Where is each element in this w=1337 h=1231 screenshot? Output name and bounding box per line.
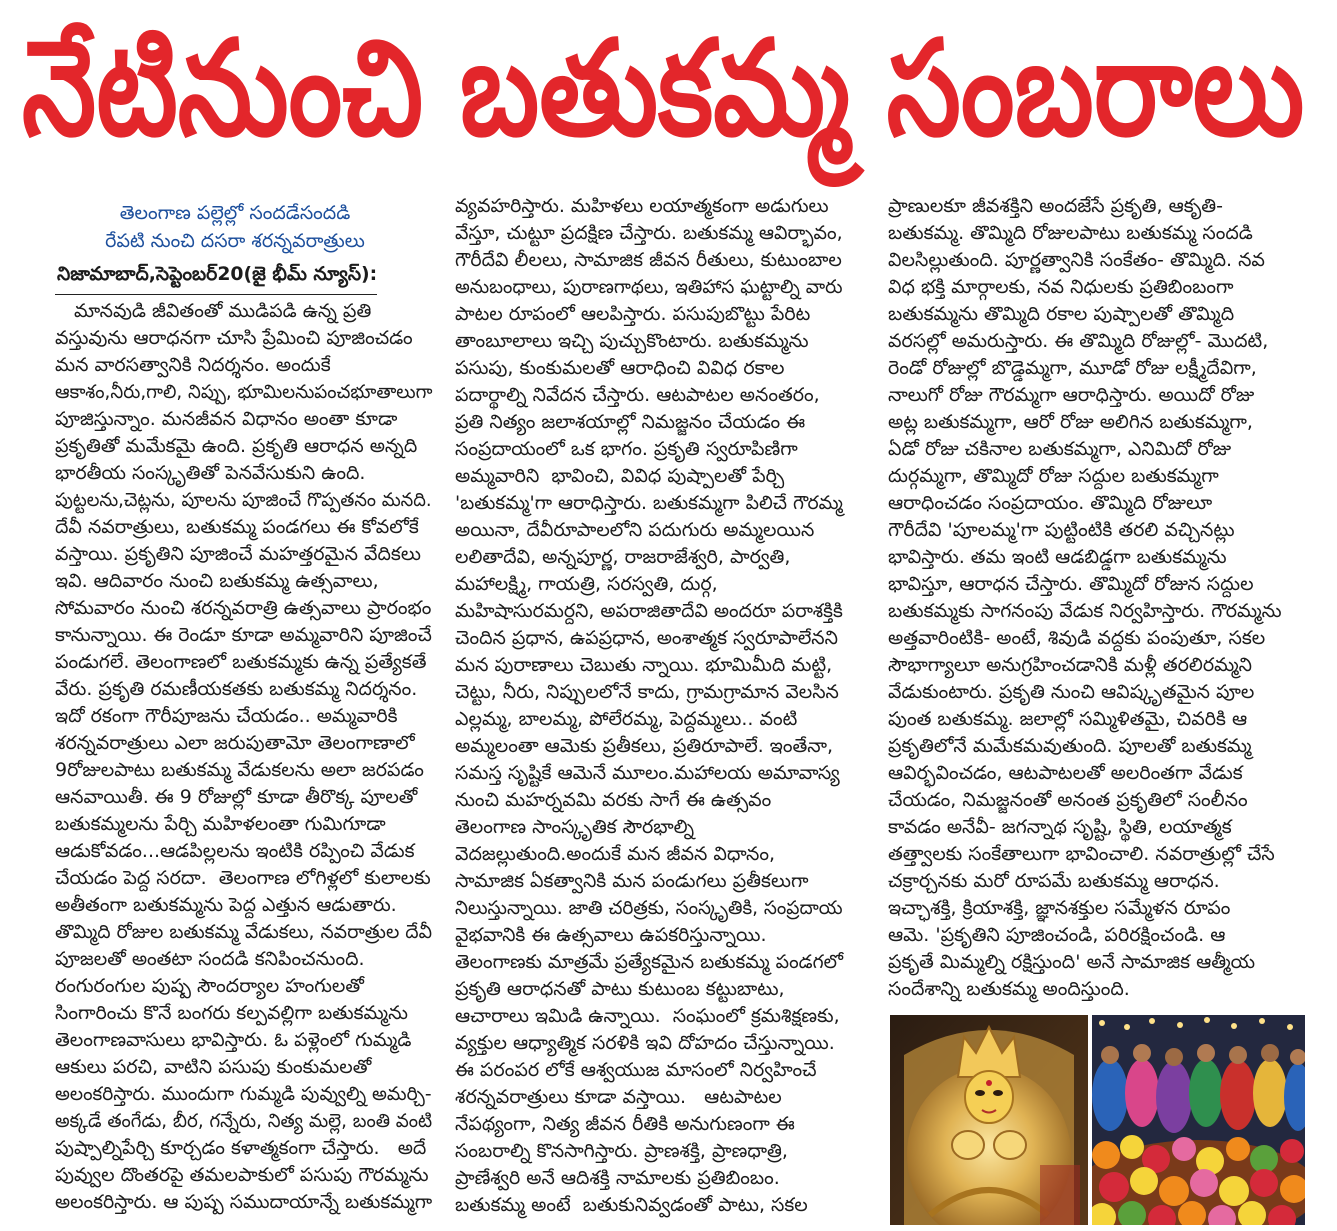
body-text-line: పువ్వుల దొంతరపై తమలపాకులో పసుపు గౌరమ్మను: [55, 1164, 429, 1186]
body-text-line: భారతీయ సంస్కృతితో పెనవేసుకుని ఉంది.: [55, 462, 366, 484]
text-line-box: [55, 811, 432, 838]
text-line-box: [55, 1189, 432, 1216]
text-line-box: [55, 676, 432, 703]
body-text-line: అమ్మలంతా ఆమెకు ప్రతీకలు, ప్రతిరూపాలే. ఇంతేనా,: [455, 735, 834, 757]
text-line-box: [55, 298, 432, 325]
body-text-line: మానవుడి జీవితంతో ముడిపడి ఉన్న ప్రతి: [74, 300, 372, 322]
body-text-line: పుంత బతుకమ్మ. జలాల్లో సమ్మిళితమై, చివరికి ఆ: [888, 708, 1248, 730]
text-line-box: [455, 760, 843, 787]
body-text-line: తెలంగాణవాసులు భావిస్తారు. ఓ పళ్లెంలో గుమ్మడి: [55, 1029, 412, 1051]
text-line-box: [455, 868, 843, 895]
text-line-box: [455, 220, 843, 247]
body-text-line: ఆమె. 'ప్రకృతిని పూజించండి, పరిరక్షించండి. ఆ: [888, 924, 1226, 946]
text-line-box: [55, 352, 432, 379]
body-text-line: భావిస్తూ, ఆరాధన చేస్తారు. తొమ్మిదో రోజున సద్దుల: [888, 573, 1254, 595]
body-text-line: ఆరాధించడం సంప్రదాయం. తొమ్మిది రోజులూ: [888, 492, 1213, 514]
body-text-line: తొమ్మిది రోజుల బతుకమ్మ వేడుకలు, నవరాత్రుల దేవీ: [55, 921, 433, 943]
text-line-box: [55, 946, 432, 973]
body-text-line: సంబరాల్ని కొనసాగిస్తారు. ప్రాణశక్తి, ప్రాణధాత్రి,: [455, 1140, 788, 1162]
body-text-line: తెలంగాణ సాంస్కృతిక సౌరభాల్ని: [455, 816, 695, 838]
body-text-line: బతుకమ్మను తొమ్మిది రకాల పుష్పాలతో తొమ్మిది: [888, 303, 1235, 325]
text-line-box: [55, 1000, 432, 1027]
article-column-2: [455, 193, 843, 1219]
body-text-line: గౌరీదేవి లీలలు, సామాజిక జీవన రీతులు, కుటుంబాల: [455, 249, 842, 271]
text-line-box: [55, 784, 432, 811]
body-text-line: అక్కడే తంగేడు, బీర, గన్నేరు, నిత్య మల్లె, బంతి వంటి: [55, 1110, 433, 1132]
text-line-box: [888, 625, 1293, 652]
text-line-box: [888, 679, 1293, 706]
body-text-line: సామాజిక ఏకత్వానికి మన పండుగలు ప్రతీకలుగా: [455, 870, 809, 892]
text-line-box: [455, 976, 843, 1003]
body-text-line: వెదజల్లుతుంది.అందుకే మన జీవన విధానం,: [455, 843, 776, 865]
body-text-line: విధ భక్తి మార్గాలకు, నవ నిధులకు ప్రతిబింబంగా: [888, 276, 1234, 298]
body-text-line: వ్యక్తుల ఆధ్యాత్మిక సరళికి ఇవి దోహదం చేస్తున్నాయి.: [455, 1032, 835, 1054]
body-text-line: మహిషాసురమర్దని, అపరాజితాదేవి అందరూ పరాశక్తికి: [455, 600, 843, 622]
text-line-box: [888, 733, 1293, 760]
text-line-box: [455, 274, 843, 301]
text-line-box: [888, 490, 1293, 517]
body-text-line: చేయడం పెద్ద సరదా. తెలంగాణ లోగిళ్లలో కులాలకు: [55, 867, 431, 889]
body-text-line: విలసిల్లుతుంది. పూర్ణత్వానికి సంకేతం- తొమ్మిది. నవ: [888, 249, 1265, 271]
body-text-line: పాటల రూపంలో ఆలపిస్తారు. పసుపుబొట్టు పేరిట: [455, 303, 811, 325]
body-text-line: చెందిన ప్రధాన, ఉపప్రధాన, అంశాత్మక స్వరూపాలేనని: [455, 627, 838, 649]
text-line-box: [455, 517, 843, 544]
body-text-line: వైభవానికి ఈ ఉత్సవాలు ఉపకరిస్తున్నాయి.: [455, 924, 767, 946]
text-line-box: [455, 409, 843, 436]
text-line-box: [888, 976, 1293, 1003]
text-line-box: [55, 865, 432, 892]
body-text-line: ప్రకృతి ఆరాధనతో పాటు కుటుంబ కట్టుబాటు,: [455, 978, 785, 1000]
text-line-box: [455, 1057, 843, 1084]
body-text-line: అట్ల బతుకమ్మగా, ఆరో రోజు అలిగిన బతుకమ్మగా,: [888, 411, 1253, 433]
text-line-box: [55, 757, 432, 784]
body-text-line: వరసల్లో అమరుస్తారు. ఈ తొమ్మిది రోజుల్లో- మొదటి,: [888, 330, 1269, 352]
text-line-box: [888, 301, 1293, 328]
subheading-box: [55, 199, 415, 227]
body-text-line: అమ్మవారిని భావించి, వివిధ పుష్పాలతో పేర్చి: [455, 465, 785, 487]
body-text-line: వస్తాయి. ప్రకృతిని పూజించే మహత్తరమైన వేదికలు: [55, 543, 421, 565]
body-text-line: ఎల్లమ్మ, బాలమ్మ, పోలేరమ్మ, పెద్దమ్మలు.. వంటి: [455, 708, 798, 730]
text-line-box: [55, 487, 432, 514]
text-line-box: [55, 838, 432, 865]
text-line-box: [455, 625, 843, 652]
body-text-line: వేడుకుంటారు. ప్రకృతి నుంచి ఆవిష్కృతమైన పూల: [888, 681, 1255, 703]
body-text-line: చెట్టు, నీరు, నిప్పులలోనే కాదు, గ్రామగ్రామాన వెలసిన: [455, 681, 839, 703]
body-text-line: కానున్నాయి. ఈ రెండూ కూడా అమ్మవారిని పూజించే: [55, 624, 432, 646]
text-line-box: [55, 730, 432, 757]
body-text-line: ప్రకృతే మిమ్మల్ని రక్షిస్తుంది' అనే సామాజిక ఆత్మీయ: [888, 951, 1256, 973]
idol-face: [965, 1071, 1013, 1123]
body-text-line: అతీతంగా బతుకమ్మను పెద్ద ఎత్తున ఆడుతారు.: [55, 894, 397, 916]
body-text-line: అనుబంధాలు, పురాణగాథలు, ఇతిహాస ఘట్టాల్ని వారు: [455, 276, 843, 298]
dateline-box: [57, 260, 377, 288]
body-text-line: ఆకులు పరచి, వాటిని పసుపు కుంకుమలతో: [55, 1056, 372, 1078]
text-line-box: [888, 274, 1293, 301]
body-text-line: శరన్నవరాత్రులు కూడా వస్తాయి. ఆటపాటల: [455, 1086, 782, 1108]
body-text-line: సౌభాగ్యాలూ అనుగ్రహించడానికి మళ్లీ తరలిరమ్మని: [888, 654, 1252, 676]
body-text-line: వ్యవహరిస్తారు. మహిళలు లయాత్మకంగా అడుగులు: [455, 195, 829, 217]
body-text-line: అలంకరిస్తారు. ముందుగా గుమ్మడి పువ్వుల్ని అమర్చి-: [55, 1083, 432, 1105]
body-text-line: సోమవారం నుంచి శరన్నవరాత్రి ఉత్సవాలు ప్రారంభం: [55, 597, 432, 619]
text-line-box: [55, 514, 432, 541]
text-line-box: [455, 679, 843, 706]
body-text-line: నేపథ్యంగా, నిత్య జీవన రీతికి అనుగుణంగా ఈ: [455, 1113, 795, 1135]
text-line-box: [55, 892, 432, 919]
body-text-line: అలంకరిస్తారు. ఆ పుష్ప సముదాయాన్నే బతుకమ్మగా: [55, 1191, 433, 1213]
text-line-box: [455, 355, 843, 382]
text-line-box: [55, 973, 432, 1000]
body-text-line: భావిస్తారు. తమ ఇంటి ఆడబిడ్డగా బతుకమ్మను: [888, 546, 1227, 568]
text-line-box: [888, 247, 1293, 274]
text-line-box: [888, 517, 1293, 544]
goddess-idol-image: [890, 1015, 1088, 1225]
article-column-3: [888, 193, 1293, 1003]
body-text-line: ప్రాణేశ్వరి అనే ఆదిశక్తి నామాలకు ప్రతిబింబం.: [455, 1167, 780, 1189]
text-line-box: [455, 463, 843, 490]
body-text-line: దేవీ నవరాత్రులు, బతుకమ్మ పండగలు ఈ కోవలోకే: [55, 516, 419, 538]
text-line-box: [888, 652, 1293, 679]
body-text-line: తత్త్వాలకు సంకేతాలుగా భావించాలి. నవరాత్రుల్లో చేసే: [888, 843, 1275, 865]
dateline: నిజామాబాద్,సెప్టెంబర్20(జై భీమ్ న్యూస్):: [57, 263, 378, 285]
text-line-box: [888, 544, 1293, 571]
text-line-box: [455, 598, 843, 625]
idol-left-eye: [975, 1090, 985, 1096]
text-line-box: [888, 382, 1293, 409]
idol-right-eye: [993, 1090, 1003, 1096]
text-line-box: [55, 1027, 432, 1054]
body-text-line: 'బతుకమ్మ'గా ఆరాధిస్తారు. బతుకమ్మగా పిలిచే గౌరమ్మ: [455, 492, 843, 514]
body-text-line: ప్రకృతితో మమేకమై ఉంది. ప్రకృతి ఆరాధన అన్నది: [55, 435, 418, 457]
text-line-box: [455, 787, 843, 814]
text-line-box: [455, 1030, 843, 1057]
body-text-line: తాంబూలాలు ఇచ్చి పుచ్చుకొంటారు. బతుకమ్మను: [455, 330, 809, 352]
body-text-line: మన వారసత్వానికి నిదర్శనం. అందుకే: [55, 354, 331, 376]
text-line-box: [55, 595, 432, 622]
text-line-box: [888, 571, 1293, 598]
text-line-box: [455, 922, 843, 949]
text-line-box: [55, 919, 432, 946]
body-text-line: పుష్పాల్నిపేర్చి కూర్చడం కళాత్మకంగా చేస్తారు. అదే: [55, 1137, 427, 1159]
body-text-line: ఇదో రకంగా గౌరీపూజను చేయడం.. అమ్మవారికి: [55, 705, 398, 727]
text-line-box: [888, 760, 1293, 787]
headline-box: [22, 2, 1304, 187]
article-column-1: [55, 298, 432, 1216]
body-text-line: ప్రతి నిత్యం జలాశయాల్లో నిమజ్జనం చేయడం ఈ: [455, 411, 806, 433]
text-line-box: [455, 841, 843, 868]
body-text-line: ఆచారాలు ఇమిడి ఉన్నాయి. సంఘంలో క్రమశిక్షణకు,: [455, 1005, 840, 1027]
text-line-box: [888, 922, 1293, 949]
text-line-box: [888, 355, 1293, 382]
body-text-line: పండుగలే. తెలంగాణలో బతుకమ్మకు ఉన్న ప్రత్యేకతే: [55, 651, 427, 673]
text-line-box: [455, 733, 843, 760]
body-text-line: అయినా, దేవీరూపాలలోని పదుగురు అమ్మలయిన: [455, 519, 815, 541]
body-text-line: పూజలతో అంతటా సందడి కనిపించనుంది.: [55, 948, 365, 970]
text-line-box: [888, 409, 1293, 436]
text-line-box: [55, 649, 432, 676]
dateline-underline: [55, 294, 377, 295]
body-text-line: పుట్టలను,చెట్లను, పూలను పూజించే గొప్పతనం మనది.: [55, 489, 432, 511]
body-text-line: దుర్గమ్మగా, తొమ్మిదో రోజు సద్దుల బతుకమ్మగా: [888, 465, 1219, 487]
body-text-line: నాలుగో రోజు గౌరమ్మగా ఆరాధిస్తారు. అయిదో రోజు: [888, 384, 1255, 406]
bathukamma-celebration-photo: [1092, 1015, 1305, 1225]
text-line-box: [888, 193, 1293, 220]
text-line-box: [888, 895, 1293, 922]
body-text-line: పూజిస్తున్నాం. మనజీవన విధానం అంతా కూడా: [55, 408, 398, 430]
body-text-line: సంప్రదాయంలో ఒక భాగం. ప్రకృతి స్వరూపిణిగా: [455, 438, 798, 460]
goddess-idol-photo: [890, 1015, 1088, 1225]
body-text-line: వేస్తూ, చుట్టూ ప్రదక్షిణ చేస్తారు. బతుకమ్మ ఆవిర్భావం,: [455, 222, 843, 244]
idol-ornament-left: [952, 1131, 984, 1159]
text-line-box: [455, 706, 843, 733]
text-line-box: [888, 436, 1293, 463]
text-line-box: [888, 868, 1293, 895]
body-text-line: గౌరీదేవి 'పూలమ్మ'గా పుట్టింటికి తరలి వచ్చినట్లు: [888, 519, 1235, 541]
text-line-box: [55, 379, 432, 406]
text-line-box: [455, 382, 843, 409]
idol-ornament-right: [994, 1131, 1026, 1159]
text-line-box: [888, 220, 1293, 247]
body-text-line: కావడం అనేవీ- జగన్నాథ సృష్టి, స్థితి, లయాత్మక: [888, 816, 1232, 838]
subheading-box: [55, 227, 415, 255]
text-line-box: [888, 949, 1293, 976]
body-text-line: చేయడం, నిమజ్జనంతో అనంత ప్రకృతిలో సంలీనం: [888, 789, 1248, 811]
idol-bindi: [986, 1080, 992, 1086]
text-line-box: [455, 814, 843, 841]
text-line-box: [55, 568, 432, 595]
text-line-box: [455, 1192, 843, 1219]
text-line-box: [455, 193, 843, 220]
body-text-line: ప్రకృతిలోనే మమేకమవుతుంది. పూలతో బతుకమ్మ: [888, 735, 1252, 757]
text-line-box: [55, 325, 432, 352]
subheading-2: రేపటి నుంచి దసరా శరన్నవరాత్రులు: [105, 230, 365, 252]
body-text-line: వేరు. ప్రకృతి రమణీయకతకు బతుకమ్మ నిదర్శనం.: [55, 678, 418, 700]
text-line-box: [455, 1003, 843, 1030]
body-text-line: ఇవి. ఆదివారం నుంచి బతుకమ్మ ఉత్సవాలు,: [55, 570, 379, 592]
body-text-line: బతుకమ్మకు సాగనంపు వేడుక నిర్వహిస్తారు. గౌరమ్మను: [888, 600, 1282, 622]
body-text-line: ఆకాశం,నీరు,గాలి, నిప్పు, భూమిలనుపంచభూతాలుగా: [55, 381, 433, 403]
body-text-line: పదార్థాల్ని నివేదన చేస్తారు. ఆటపాటల అనంతరం,: [455, 384, 820, 406]
text-line-box: [888, 706, 1293, 733]
text-line-box: [455, 1165, 843, 1192]
text-line-box: [55, 406, 432, 433]
text-line-box: [55, 541, 432, 568]
idol-red-cloth: [1040, 1165, 1080, 1225]
text-line-box: [455, 247, 843, 274]
body-text-line: సింగారించు కొనే బంగరు కల్పవల్లిగా బతుకమ్మను: [55, 1002, 409, 1024]
body-text-line: మన పురాణాలు చెబుతు న్నాయి. భూమిమీది మట్టి,: [455, 654, 833, 676]
text-line-box: [55, 460, 432, 487]
text-line-box: [455, 490, 843, 517]
body-text-line: చక్రార్చనకు మరో రూపమే బతుకమ్మ ఆరాధన.: [888, 870, 1220, 892]
body-text-line: ఈ పరంపర లోకే ఆశ్వయుజ మాసంలో నిర్వహించే: [455, 1059, 817, 1081]
text-line-box: [888, 463, 1293, 490]
text-line-box: [455, 328, 843, 355]
text-line-box: [888, 841, 1293, 868]
body-text-line: ఇచ్ఛాశక్తి, క్రియాశక్తి, జ్ఞానశక్తుల సమ్మేళన రూపం: [888, 897, 1231, 919]
body-text-line: ఆవిర్భవించడం, ఆటపాటలతో అలరింతగా వేడుక: [888, 762, 1243, 784]
body-text-line: సమస్త సృష్టికే ఆమెనే మూలం.మహాలయ అమావాస్య: [455, 762, 840, 784]
body-text-line: లలితాదేవి, అన్నపూర్ణ, రాజరాజేశ్వరి, పార్వతి,: [455, 546, 791, 568]
body-text-line: ప్రాణులకూ జీవశక్తిని అందజేసే ప్రకృతి, ఆకృతి-: [888, 195, 1223, 217]
text-line-box: [888, 814, 1293, 841]
text-line-box: [455, 436, 843, 463]
text-line-box: [455, 301, 843, 328]
body-text-line: పసుపు, కుంకుమలతో ఆరాధించి వివిధ రకాల: [455, 357, 785, 379]
body-text-line: సందేశాన్ని బతుకమ్మ అందిస్తుంది.: [888, 978, 1130, 1000]
text-line-box: [455, 1138, 843, 1165]
body-text-line: బతుకమ్మలను పేర్చి మహిళలంతా గుమిగూడా: [55, 813, 386, 835]
text-line-box: [55, 433, 432, 460]
body-text-line: ఏడో రోజు చకినాల బతుకమ్మగా, ఎనిమిదో రోజు: [888, 438, 1232, 460]
body-text-line: బతుకమ్మ అంటే బతుకునివ్వడంతో పాటు, సకల: [455, 1194, 808, 1216]
text-line-box: [455, 571, 843, 598]
body-text-line: రంగురంగుల పుష్ప సౌందర్యాల హంగులతో: [55, 975, 364, 997]
body-text-line: నుంచి మహర్నవమి వరకు సాగే ఈ ఉత్సవం: [455, 789, 772, 811]
body-text-line: బతుకమ్మ. తొమ్మిది రోజులపాటు బతుకమ్మ సందడి: [888, 222, 1253, 244]
body-text-line: రెండో రోజుల్లో బొడ్డెమ్మగా, మూడో రోజు లక్ష్మీదేవిగా,: [888, 357, 1257, 379]
text-line-box: [55, 1054, 432, 1081]
body-text-line: అత్తవారింటికి- అంటే, శివుడి వద్దకు పంపుతూ, సకల: [888, 627, 1266, 649]
text-line-box: [55, 703, 432, 730]
text-line-box: [455, 949, 843, 976]
text-line-box: [455, 895, 843, 922]
text-line-box: [455, 1111, 843, 1138]
body-text-line: తెలంగాణకు మాత్రమే ప్రత్యేకమైన బతుకమ్మ పండగలో: [455, 951, 843, 973]
body-text-line: మహాలక్ష్మి, గాయత్రి, సరస్వతి, దుర్గ,: [455, 573, 718, 595]
text-line-box: [55, 1108, 432, 1135]
body-text-line: నిలుస్తున్నాయి. జాతి చరిత్రకు, సంస్కృతికి, సంప్రదాయ: [455, 897, 843, 919]
text-line-box: [55, 1135, 432, 1162]
body-text-line: ఆడుకోవడం...ఆడపిల్లలను ఇంటికి రప్పించి వేడుక: [55, 840, 415, 862]
text-line-box: [455, 652, 843, 679]
bathukamma-celebration-image: [1092, 1015, 1305, 1225]
text-line-box: [55, 1162, 432, 1189]
text-line-box: [455, 544, 843, 571]
text-line-box: [455, 1084, 843, 1111]
body-text-line: వస్తువును ఆరాధనగా చూసి ప్రేమించి పూజించడం: [55, 327, 413, 349]
text-line-box: [888, 328, 1293, 355]
text-line-box: [55, 622, 432, 649]
body-text-line: శరన్నవరాత్రులు ఎలా జరుపుతామో తెలంగాణాలో: [55, 732, 415, 754]
bathukamma-flower-stacks: [1092, 1135, 1305, 1225]
subheading-1: తెలంగాణ పల్లెల్లో సందడేసందడి: [119, 202, 351, 224]
body-text-line: ఆనవాయితీ. ఈ 9 రోజుల్లో కూడా తీరొక్క పూలతో: [55, 786, 418, 808]
text-line-box: [55, 1081, 432, 1108]
text-line-box: [888, 787, 1293, 814]
body-text-line: 9రోజులపాటు బతుకమ్మ వేడుకలను అలా జరపడం: [55, 759, 424, 781]
text-line-box: [888, 598, 1293, 625]
headline: నేటినుంచి బతుకమ్మ సంబరాలు: [22, 12, 1304, 166]
